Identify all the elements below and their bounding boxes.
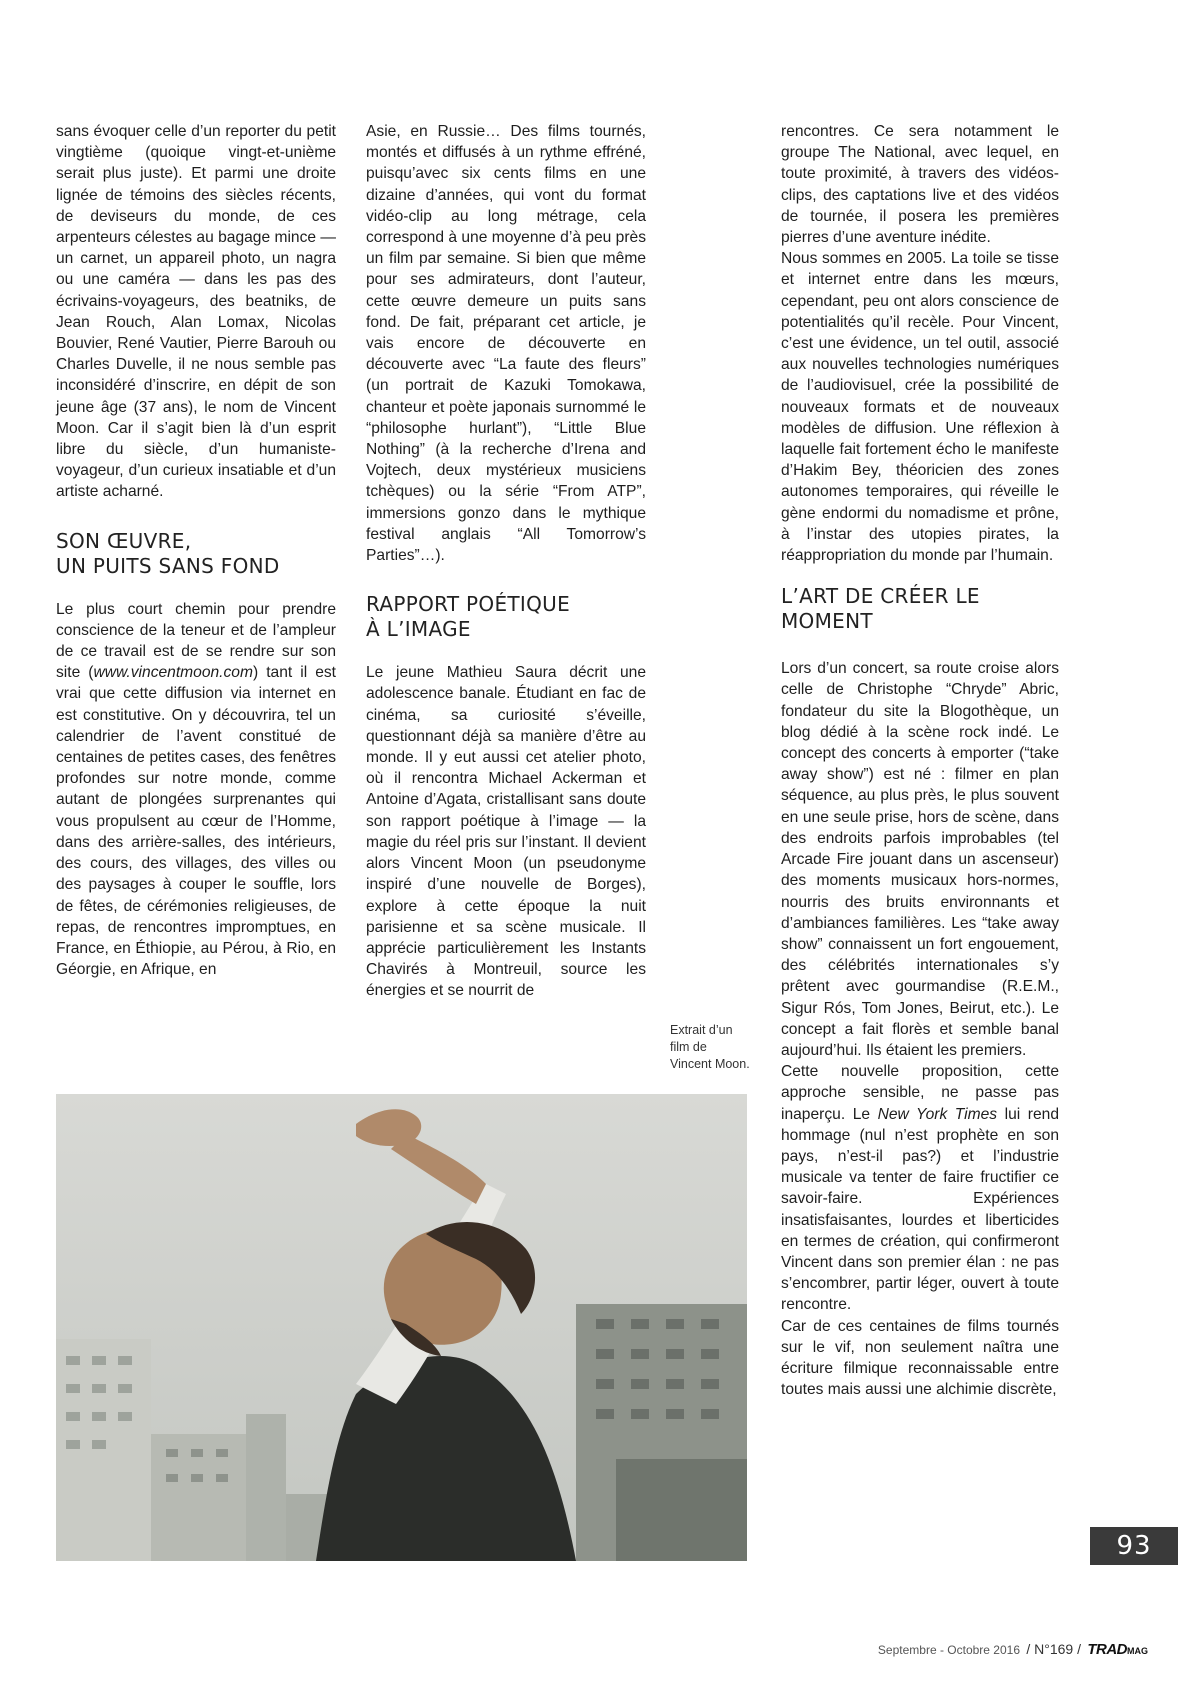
text-span: Le plus court chemin pour prendre conscience de la teneur et de l’ampleur de ce travail est de se rendre sur son site ( bbox=[56, 600, 336, 682]
footer-date: Septembre - Octobre 2016 bbox=[877, 1643, 1020, 1657]
magazine-logo: TRAD bbox=[1087, 1641, 1127, 1658]
film-still-photo bbox=[56, 1094, 747, 1561]
section-heading bbox=[366, 592, 646, 642]
section-heading: L’ART DE CRÉER LE MOMENT bbox=[781, 584, 980, 634]
text-span: lui rend hommage (nul n’est prophète en son pays, n’est-il pas?) et l’industrie musicale va tenter de faire fructifier ce savoir-faire. Expériences insatisfaisantes, lourdes et liberticides en termes de création, qui confirmeront Vincent dans son premier élan : ne pas s’encombrer, partir léger, ouvert à toute rencontre. bbox=[781, 1105, 1059, 1314]
caption-line: film de bbox=[670, 1040, 707, 1054]
website-link[interactable]: www.vincentmoon.com bbox=[93, 664, 253, 682]
caption-line: Extrait d’un bbox=[670, 1023, 733, 1037]
heading-line: À L’IMAGE bbox=[366, 617, 471, 642]
page-footer bbox=[878, 1641, 1148, 1658]
section-heading bbox=[56, 529, 336, 579]
publication-name: New York Times bbox=[877, 1105, 998, 1123]
page-number: 93 bbox=[1090, 1527, 1178, 1565]
paragraph: Car de ces centaines de films tournés sur le vif, non seulement naîtra une écriture filmique reconnaissable entre toutes mais aussi une alchimie discrète, bbox=[781, 1317, 1059, 1399]
paragraph: Le jeune Mathieu Saura décrit une adolescence banale. Étudiant en fac de cinéma, sa curiosité s’éveille, questionnant déjà sa manière d’être au monde. Il y eut aussi cet atelier photo, où il rencontra Michael Ackerman et Antoine d’Agata, cristallisant sans doute son rapport poétique à l’image — la magie du réel pris sur l’instant. Il devient alors Vincent Moon (un pseudonyme inspiré d’une nouvelle de Borges), explore à cette époque la nuit parisienne et sa scène musicale. Il apprécie particulièrement les Instants Chavirés à Montreuil, source les énergies et se nourrit de bbox=[366, 664, 646, 1000]
magazine-logo-suffix: MAG bbox=[1127, 1646, 1148, 1656]
footer-issue: / N°169 / bbox=[1026, 1641, 1081, 1657]
paragraph: Nous sommes en 2005. La toile se tisse et internet entre dans les mœurs, cependant, peu ont alors conscience de potentialités qu’il recèle. Pour Vincent, c’est une évidence, un tel outil, associé aux nouvelles technologies numériques de l’audiovisuel, crée la possibilité de nouveaux formats et de nouveaux modèles de diffusion. Une réflexion à laquelle fait fortement écho le manifeste d’Hakim Bey, théoricien des zones autonomes temporaires, qui réveille le gène endormi du nomadisme et prône, à l’instar des utopies pirates, la réappropriation du monde par l’humain. bbox=[781, 250, 1059, 565]
paragraph: Asie, en Russie… Des films tournés, montés et diffusés à un rythme effréné, puisqu’avec six cents films en une dizaine d’années, qui vont du format vidéo-clip au long métrage, cela correspond à une moyenne d’à peu près un film par semaine. Si bien que même pour ses admirateurs, dont l’auteur, cette œuvre demeure un puits sans fond. De fait, préparant cet article, je vais encore de découverte en découverte avec “La faute des fleurs” (un portrait de Kazuki Tomokawa, chanteur et poète japonais surnommé le “philosophe hurlant”), “Little Blue Nothing” (à la recherche d’Irena and Vojtech, deux mystérieux musiciens tchèques) ou la série “From ATP”, immersions gonzo dans le mythique festival anglais “All Tomorrow’s Parties”…). bbox=[366, 123, 647, 565]
heading-line: UN PUITS SANS FOND bbox=[56, 553, 280, 578]
article-column-2 bbox=[366, 121, 646, 1002]
paragraph bbox=[781, 1061, 1059, 1315]
paragraph: sans évoquer celle d’un reporter du petit vingtième (quoique vingt-et-unième serait plus juste). Et parmi une droite lignée de témoins des siècles récents, de deviseurs du monde, de ces arpenteurs célestes au bagage mince — un carnet, un appareil photo, un nagra ou une caméra — dans les pas des écrivains-voyageurs, des beatniks, de Jean Rouch, Alan Lomax, Nicolas Bouvier, René Vautier, Pierre Barouh ou Charles Duvelle, il ne nous semble pas inconsidéré d’inscrire, en dépit de son jeune âge (37 ans), le nom de Vincent Moon. Car il s’agit bien là d’un esprit libre du siècle, d’un humaniste-voyageur, d’un curieux insatiable et d’un artiste acharné. bbox=[56, 123, 336, 501]
caption-line: Vincent Moon. bbox=[670, 1057, 750, 1071]
photo-caption bbox=[670, 1022, 780, 1073]
paragraph bbox=[56, 599, 336, 981]
article-column-3 bbox=[781, 121, 1059, 1400]
paragraph: rencontres. Ce sera notamment le groupe The National, avec lequel, en toute proximité, à travers des vidéos-clips, des captations live et des vidéos de tournée, il posera les premières pierres d’une aventure inédite. bbox=[781, 123, 1059, 247]
heading-line: RAPPORT POÉTIQUE bbox=[366, 592, 571, 617]
text-span: ) tant il est vrai que cette diffusion via internet en est constitutive. On y découvrira, tel un calendrier de l’avent constitué de centaines de petites cases, des fenêtres profondes sur notre monde, comme autant de plongées surprenantes qui vous propulsent au cœur de l’Homme, dans des arrière-salles, des intérieurs, des cours, des villages, des villes ou des paysages à couper le souffle, lors de fêtes, de cérémonies religieuses, de repas, de rencontres impromptues, en France, en Éthiopie, au Pérou, à Rio, en Géorgie, en Afrique, en bbox=[56, 664, 336, 979]
film-still-illustration bbox=[56, 1094, 747, 1561]
text-span: Cette nouvelle proposition, cette approche sensible, ne passe pas inaperçu. Le bbox=[781, 1063, 1059, 1123]
article-column-1 bbox=[56, 121, 336, 980]
paragraph: Lors d’un concert, sa route croise alors celle de Christophe “Chryde” Abric, fondateur du site la Blogothèque, un blog dédié à la scène rock indé. Le concept des concerts à emporter (“take away show”) est né : filmer en plan séquence, au plus près, le plus souvent en une seule prise, hors de scène, dans des endroits parfois improbables (tel Arcade Fire jouant dans un ascenseur) des moments musicaux hors-normes, nourris des bruits environnants et d’ambiances familières. Les “take away show” connaissent un fort engouement, des célébrités internationales s’y prêtent avec gourmandise (R.E.M., Sigur Rós, Tom Jones, Beirut, etc.). Le concept a fait florès et semble banal aujourd’hui. Ils étaient les premiers. bbox=[781, 660, 1059, 1059]
heading-line: SON ŒUVRE, bbox=[56, 528, 192, 553]
